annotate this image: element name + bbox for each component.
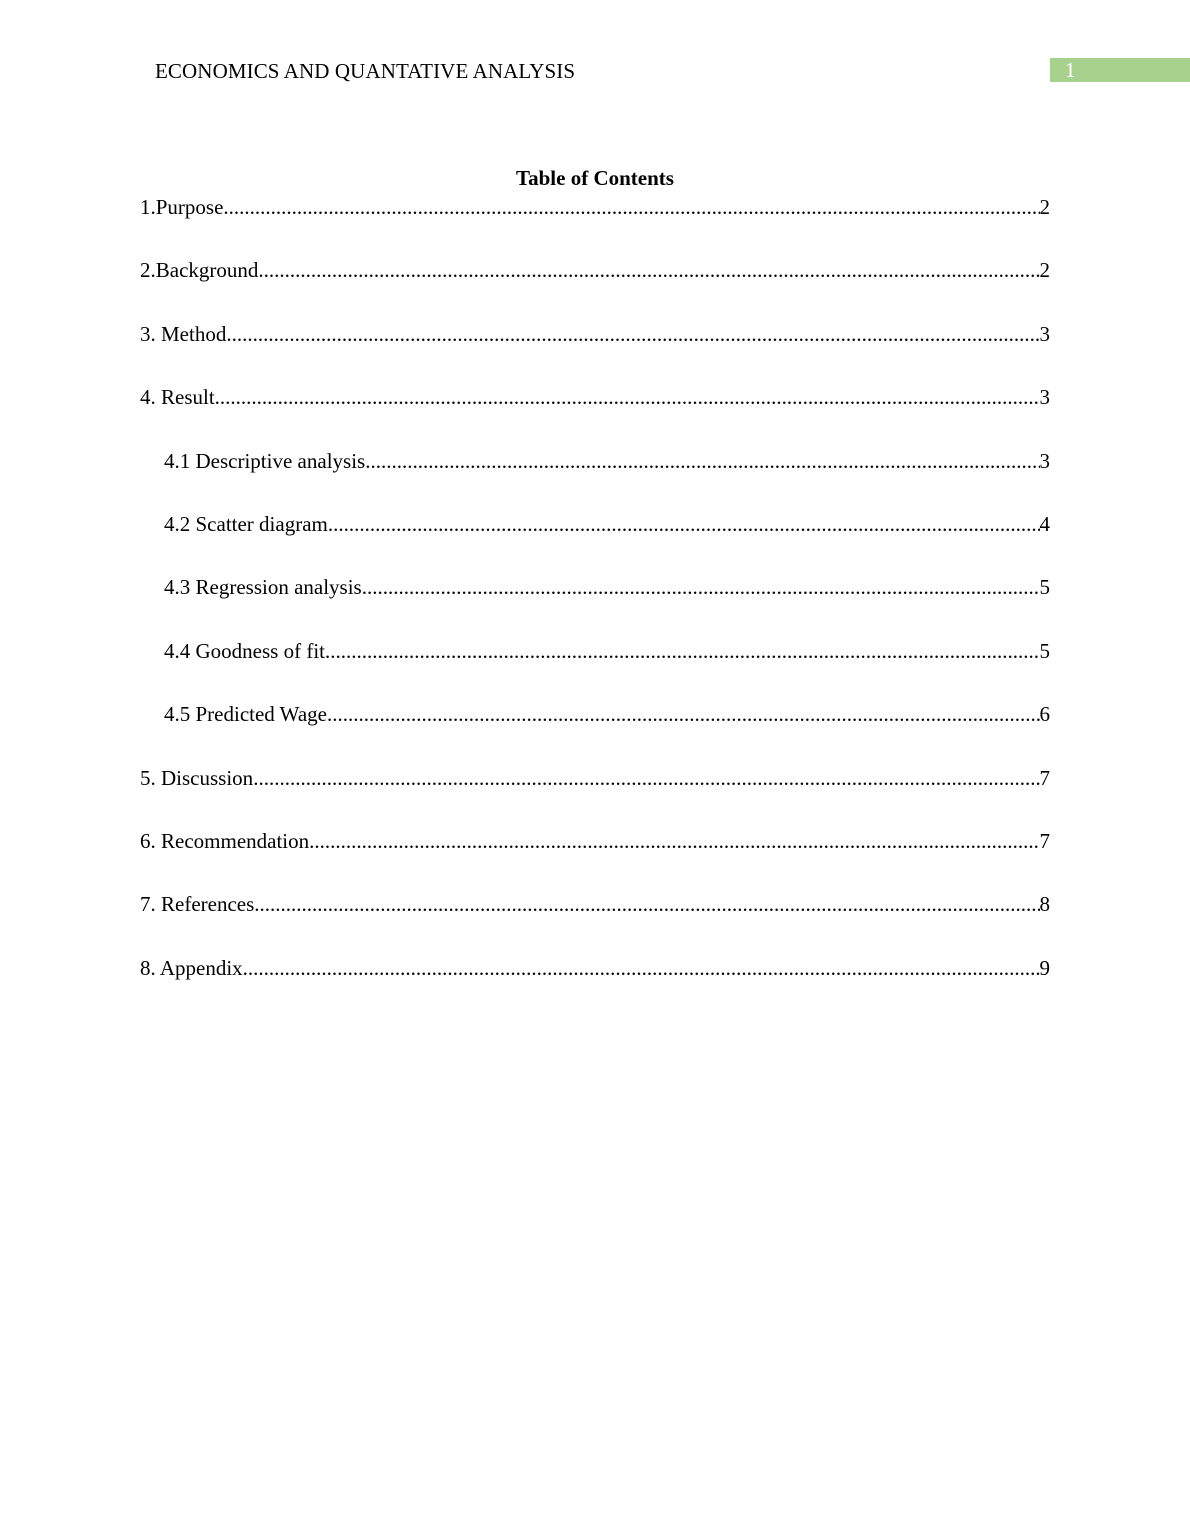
toc-dot-leader [223, 194, 1039, 220]
toc-dot-leader [253, 765, 1039, 791]
toc-dot-leader [328, 511, 1040, 537]
toc-entry[interactable] [140, 828, 1050, 854]
toc-entry-page-number: 3 [1039, 321, 1050, 346]
toc-entry-label: 6. Recommendation [140, 828, 310, 853]
toc-entry[interactable] [140, 701, 1050, 727]
toc-entry-page-number: 8 [1039, 892, 1050, 917]
toc-dot-leader [258, 257, 1039, 283]
toc-entry[interactable] [140, 955, 1050, 981]
toc-entry-page-number: 4 [1039, 511, 1050, 536]
toc-dot-leader [226, 321, 1039, 347]
toc-entry-label: 3. Method [140, 321, 227, 346]
toc-entry[interactable] [140, 384, 1050, 410]
toc-entry[interactable] [140, 448, 1050, 474]
toc-entry[interactable] [140, 257, 1050, 283]
toc-list [140, 194, 1050, 1018]
toc-dot-leader [215, 384, 1040, 410]
toc-entry[interactable] [140, 321, 1050, 347]
toc-entry[interactable] [140, 765, 1050, 791]
toc-entry[interactable] [140, 574, 1050, 600]
toc-dot-leader [362, 574, 1040, 600]
toc-entry-page-number: 3 [1039, 448, 1050, 473]
toc-entry[interactable] [140, 891, 1050, 917]
toc-entry[interactable] [140, 194, 1050, 220]
toc-entry-label: 5. Discussion [140, 765, 254, 790]
toc-entry-page-number: 9 [1039, 955, 1050, 980]
toc-dot-leader [309, 828, 1039, 854]
toc-entry-label: 8. Appendix [140, 955, 243, 980]
toc-entry-page-number: 2 [1039, 195, 1050, 219]
toc-entry-page-number: 5 [1039, 575, 1050, 600]
toc-entry[interactable] [140, 638, 1050, 664]
toc-title: Table of Contents [516, 166, 674, 190]
toc-dot-leader [327, 701, 1040, 727]
toc-entry-label: 4. Result [140, 385, 215, 410]
toc-entry-label: 2.Background [140, 258, 259, 283]
toc-entry-page-number: 5 [1039, 638, 1050, 663]
running-header-title: ECONOMICS AND QUANTATIVE ANALYSIS [155, 59, 576, 83]
toc-entry-label: 4.2 Scatter diagram [164, 511, 328, 536]
toc-dot-leader [254, 891, 1039, 917]
toc-entry-page-number: 7 [1039, 828, 1050, 853]
toc-entry-label: 4.1 Descriptive analysis [164, 448, 366, 473]
toc-entry[interactable] [140, 511, 1050, 537]
toc-entry-page-number: 2 [1039, 258, 1050, 283]
toc-entry-label: 7. References [140, 892, 255, 917]
toc-entry-label: 1.Purpose [140, 195, 224, 219]
toc-entry-label: 4.4 Goodness of fit [164, 638, 325, 663]
toc-entry-label: 4.3 Regression analysis [164, 575, 362, 600]
toc-entry-page-number: 3 [1039, 385, 1050, 410]
toc-entry-page-number: 7 [1039, 765, 1050, 790]
page-number: 1 [1065, 58, 1076, 82]
toc-entry-label: 4.5 Predicted Wage [164, 702, 327, 727]
toc-dot-leader [365, 448, 1039, 474]
toc-dot-leader [325, 638, 1040, 664]
toc-dot-leader [243, 955, 1040, 981]
page-number-badge [1050, 58, 1190, 82]
toc-entry-page-number: 6 [1039, 702, 1050, 727]
